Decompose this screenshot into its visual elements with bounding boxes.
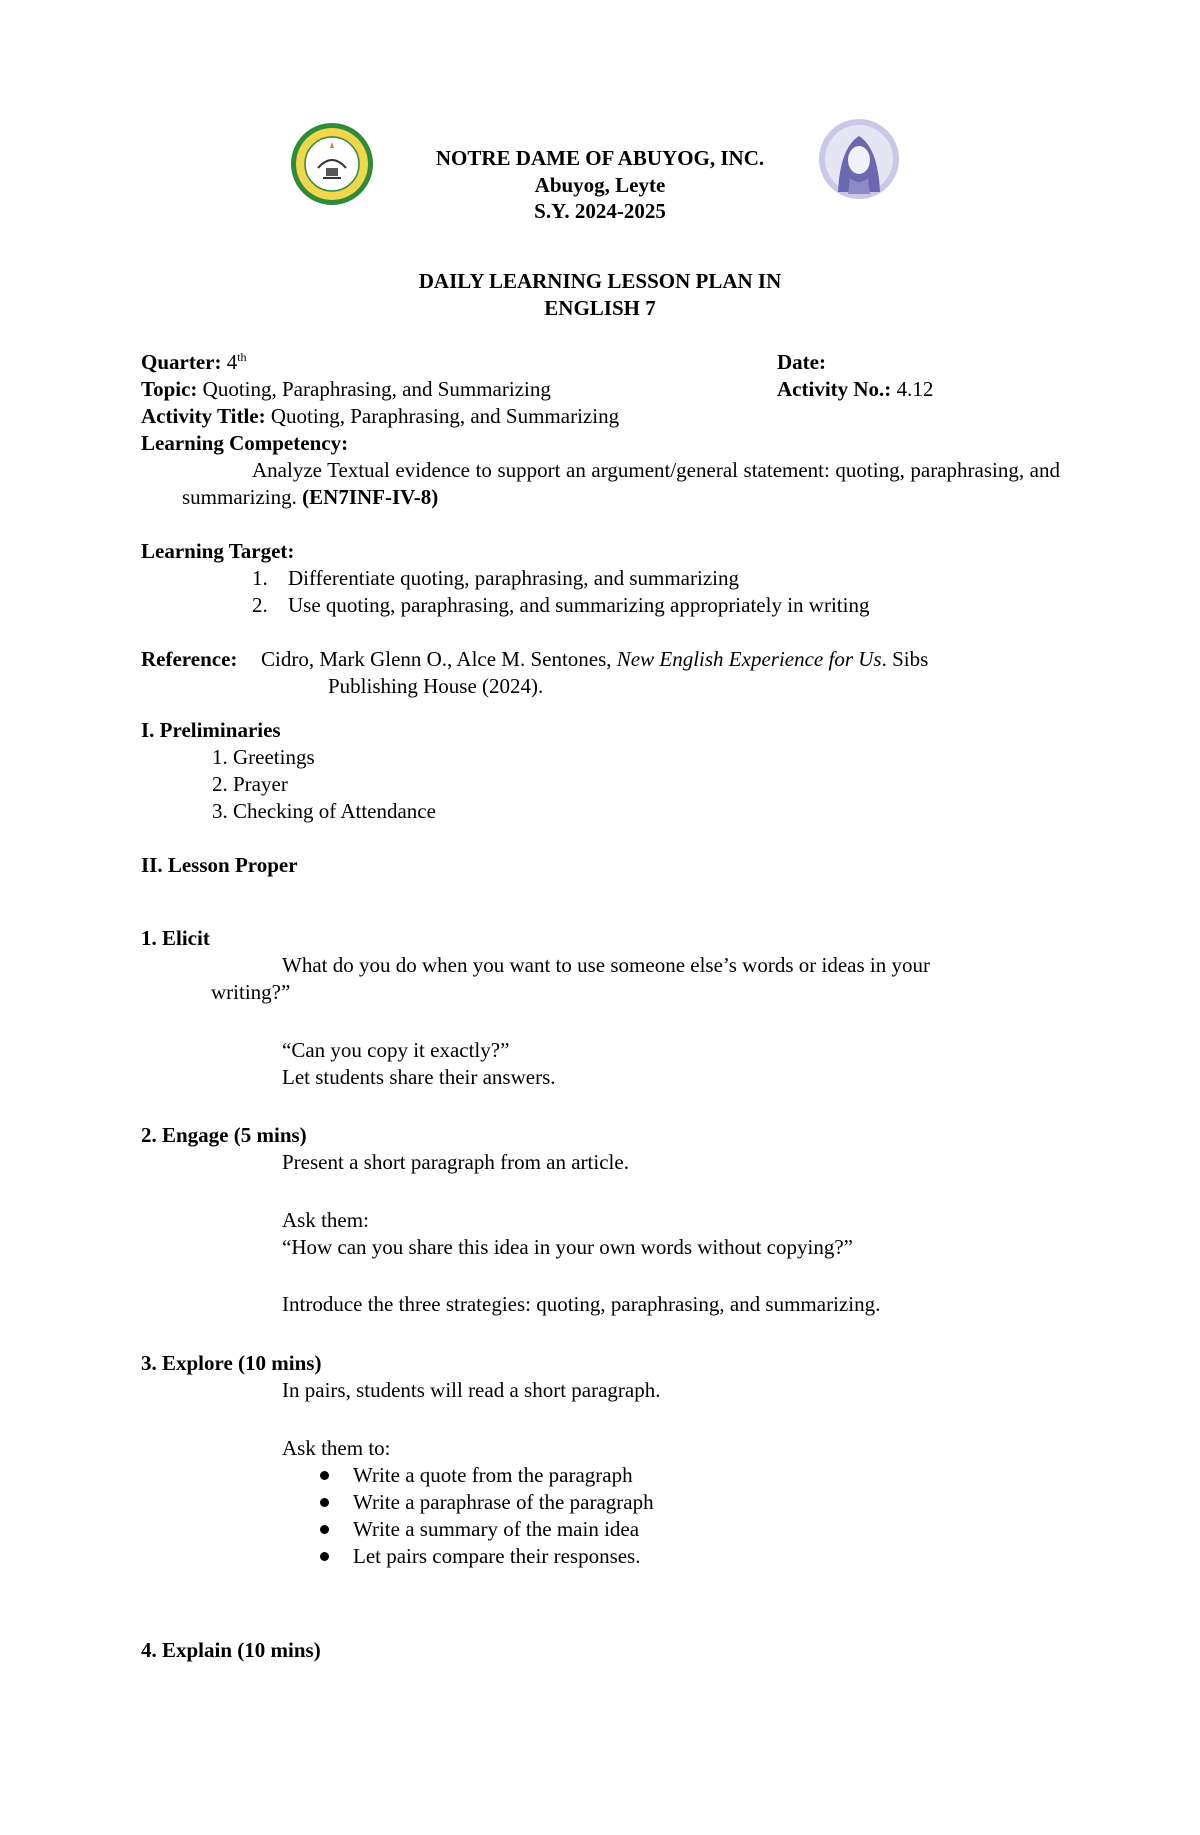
elicit-heading: 1. Elicit — [141, 926, 210, 950]
school-location: Abuyog, Leyte — [534, 173, 666, 197]
activity-title-label: Activity Title: — [141, 404, 266, 428]
explore-heading: 3. Explore (10 mins) — [141, 1351, 322, 1375]
elicit-instruction: Let students share their answers. — [282, 1065, 556, 1089]
explore-bullet-item — [353, 1462, 633, 1489]
bullet-icon — [320, 1471, 329, 1480]
bullet-icon — [320, 1552, 329, 1561]
competency-label: Learning Competency: — [141, 431, 349, 455]
activity-no-label: Activity No.: — [777, 377, 892, 401]
activity-no-value: 4.12 — [896, 377, 934, 401]
target-item-1 — [252, 565, 739, 592]
engage-line-3: “How can you share this idea in your own words without copying?” — [282, 1235, 853, 1259]
quarter-label: Quarter: — [141, 350, 222, 374]
activity-title-value: Quoting, Paraphrasing, and Summarizing — [270, 404, 620, 428]
explore-bullet-text: Write a quote from the paragraph — [353, 1463, 633, 1487]
engage-line-2: Ask them: — [282, 1208, 369, 1232]
explore-bullet-item — [353, 1516, 639, 1543]
explore-bullet-item — [353, 1489, 654, 1516]
bullet-icon — [320, 1498, 329, 1507]
quarter-value: 4 — [226, 350, 238, 374]
preliminaries-heading: I. Preliminaries — [141, 718, 281, 742]
explore-bullet-text: Write a summary of the main idea — [353, 1517, 640, 1541]
target-item-2 — [252, 592, 870, 619]
quarter-sup: th — [237, 350, 247, 364]
engage-line-1: Present a short paragraph from an article. — [282, 1150, 629, 1174]
explain-heading: 4. Explain (10 mins) — [141, 1638, 321, 1662]
reference-publisher-2: Publishing House (2024). — [328, 674, 544, 698]
targets-label: Learning Target: — [141, 539, 295, 563]
school-year: S.Y. 2024-2025 — [534, 199, 666, 223]
competency-text — [182, 457, 1060, 511]
date-label: Date: — [777, 350, 826, 374]
preliminaries-item: 2. Prayer — [212, 772, 288, 796]
title-line-1: DAILY LEARNING LESSON PLAN IN — [418, 269, 782, 293]
competency-description: Analyze Textual evidence to support an argument/general statement: quoting, paraphrasing, and summarizing. — [182, 458, 1060, 509]
elicit-question-line-1: What do you do when you want to use someone else’s words or ideas in your — [282, 953, 930, 977]
target-number: 2. — [252, 593, 268, 617]
explore-bullet-text: Let pairs compare their responses. — [353, 1544, 641, 1568]
engage-heading: 2. Engage (5 mins) — [141, 1123, 307, 1147]
school-name: NOTRE DAME OF ABUYOG, INC. — [435, 146, 765, 170]
reference-publisher-1: . Sibs — [881, 647, 929, 671]
engage-line-4: Introduce the three strategies: quoting, paraphrasing, and summarizing. — [282, 1292, 881, 1316]
explore-bullet-item — [353, 1543, 640, 1570]
activity-title-row — [141, 403, 619, 430]
quarter-row — [141, 349, 247, 376]
reference-label: Reference: — [141, 647, 238, 671]
explore-line-1: In pairs, students will read a short paragraph. — [282, 1378, 661, 1402]
activity-no-row — [777, 376, 933, 403]
title-line-2: ENGLISH 7 — [544, 296, 656, 320]
competency-code: (EN7INF-IV-8) — [302, 485, 439, 509]
topic-label: Topic: — [141, 377, 198, 401]
lesson-proper-heading: II. Lesson Proper — [141, 853, 298, 877]
reference-book: New English Experience for Us — [616, 647, 882, 671]
preliminaries-item: 1. Greetings — [212, 745, 315, 769]
target-text: Use quoting, paraphrasing, and summarizing appropriately in writing — [288, 593, 870, 617]
target-number: 1. — [252, 566, 268, 590]
topic-value: Quoting, Paraphrasing, and Summarizing — [202, 377, 551, 401]
preliminaries-item: 3. Checking of Attendance — [212, 799, 436, 823]
elicit-followup: “Can you copy it exactly?” — [282, 1038, 510, 1062]
reference-text — [261, 646, 928, 673]
explore-bullet-text: Write a paraphrase of the paragraph — [353, 1490, 654, 1514]
elicit-question-line-2: writing?” — [211, 980, 291, 1004]
bullet-icon — [320, 1525, 329, 1534]
topic-row — [141, 376, 551, 403]
target-text: Differentiate quoting, paraphrasing, and summarizing — [288, 566, 739, 590]
reference-authors: Cidro, Mark Glenn O., Alce M. Sentones, — [261, 647, 612, 671]
explore-line-2: Ask them to: — [282, 1436, 391, 1460]
